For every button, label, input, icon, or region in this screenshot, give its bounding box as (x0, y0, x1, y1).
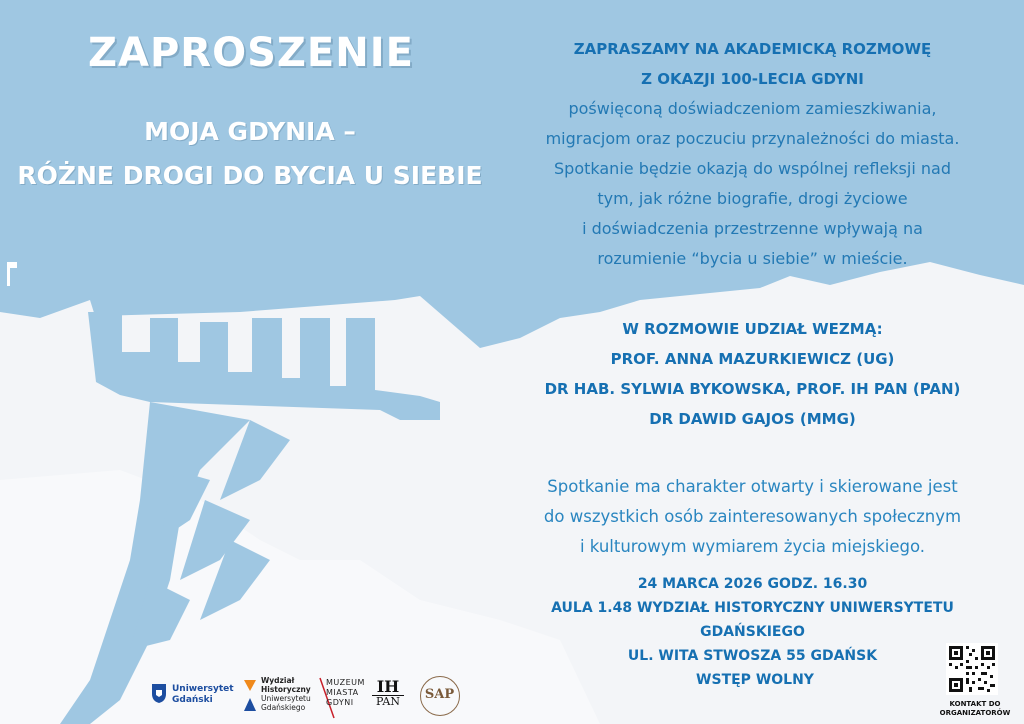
qr-code[interactable] (946, 643, 998, 695)
subtitle-line-2: RÓŻNE DROGI DO BYCIA U SIEBIE (17, 161, 483, 190)
logo-muzeum-miasta-gdyni (318, 676, 366, 720)
page-title: ZAPROSZENIE (88, 30, 414, 76)
mmg-line-1: MUZEUM (326, 678, 365, 687)
intro-section (505, 34, 1000, 274)
ug-line-1: Uniwersytet (172, 684, 234, 694)
intro-text-5: i doświadczenia przestrzenne wpływają na (582, 219, 923, 238)
intro-text-3: Spotkanie będzie okazją do wspólnej refleksji nad (554, 159, 951, 178)
intro-text-1: poświęconą doświadczeniom zamieszkiwania, (568, 99, 937, 118)
wh-line-4: Gdańskiego (261, 703, 306, 712)
intro-heading-2: Z OKAZJI 100-LECIA GDYNI (641, 70, 864, 88)
wh-line-1: Wydział (261, 676, 295, 685)
event-subtitle (15, 110, 485, 198)
logo-ih-pan (372, 678, 404, 708)
speakers-section (505, 314, 1000, 434)
qr-label: KONTAKT DO ORGANIZATORÓW (939, 700, 1011, 717)
event-place: AULA 1.48 WYDZIAŁ HISTORYCZNY UNIWERSYTETU GDAŃSKIEGO (551, 600, 954, 640)
wh-line-2: Historyczny (261, 685, 311, 694)
note-line-1: Spotkanie ma charakter otwarty i skierowane jest (547, 477, 958, 496)
wh-triangles-icon (242, 678, 258, 716)
event-details (505, 572, 1000, 668)
logo-sap-seal (420, 676, 460, 716)
mmg-line-3: GDYNI (326, 698, 354, 707)
sap-text: SAP (424, 687, 455, 702)
speaker-1: PROF. ANNA MAZURKIEWICZ (UG) (610, 350, 895, 368)
free-entry: WSTĘP WOLNY (696, 672, 814, 688)
pan-text: PAN (372, 695, 404, 708)
qr-code-icon (946, 643, 998, 695)
note-line-2: do wszystkich osób zainteresowanych społecznym (543, 507, 962, 526)
ug-line-2: Gdański (172, 695, 213, 705)
ug-emblem-icon (150, 682, 168, 704)
intro-text-4: tym, jak różne biografie, drogi życiowe (597, 189, 908, 208)
intro-text-6: rozumienie “bycia u siebie” w mieście. (597, 249, 908, 268)
open-event-note (505, 472, 1000, 562)
wh-line-3: Uniwersytetu (261, 694, 311, 703)
event-date: 24 MARCA 2026 GODZ. 16.30 (637, 576, 868, 592)
speakers-heading: W ROZMOWIE UDZIAŁ WEZMĄ: (622, 320, 883, 338)
speaker-3: DR DAWID GAJOS (MMG) (649, 410, 856, 428)
intro-text-2: migracjom oraz poczuciu przynależności do miasta. (545, 129, 960, 148)
event-address: UL. WITA STWOSZA 55 GDAŃSK (627, 648, 878, 664)
intro-heading-1: ZAPRASZAMY NA AKADEMICKĄ ROZMOWĘ (573, 40, 932, 58)
note-line-3: i kulturowym wymiarem życia miejskiego. (579, 537, 926, 556)
ih-text: IH (376, 677, 400, 696)
mmg-line-2: MIASTA (326, 688, 359, 697)
subtitle-line-1: MOJA GDYNIA – (144, 117, 356, 146)
speaker-2: DR HAB. SYLWIA BYKOWSKA, PROF. IH PAN (PAN) (544, 380, 961, 398)
